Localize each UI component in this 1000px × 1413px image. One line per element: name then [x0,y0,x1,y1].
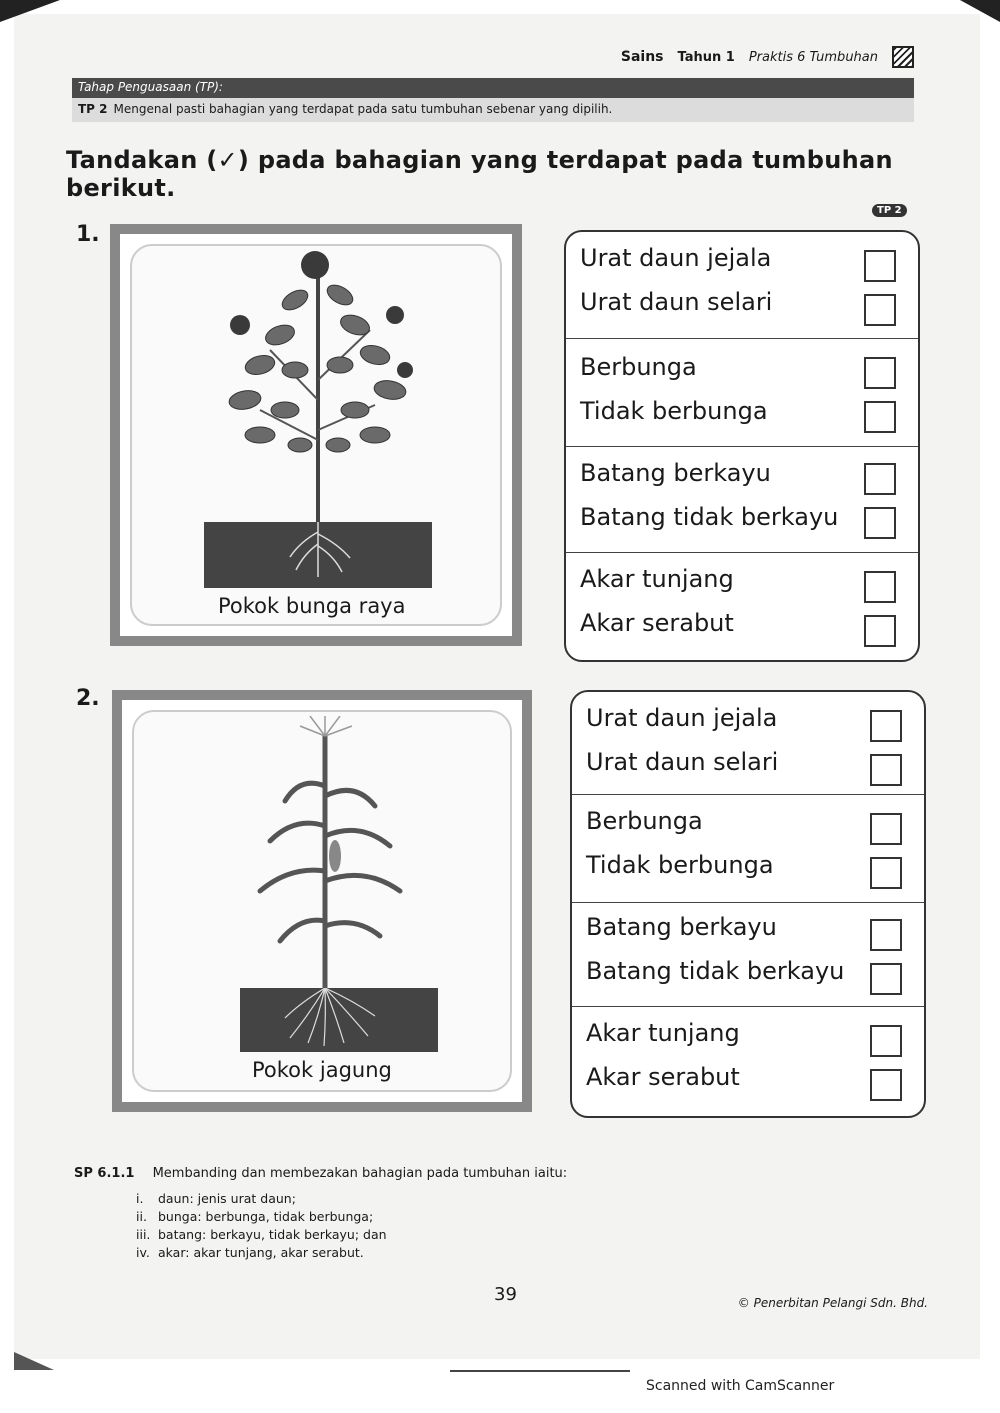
checkbox[interactable] [870,919,902,951]
taproot-illustration [280,522,360,582]
option-label: Akar serabut [580,609,734,637]
instruction-heading: Tandakan (✓) pada bahagian yang terdapat pada tumbuhan berikut. [66,146,893,202]
checkbox[interactable] [864,250,896,282]
checkbox[interactable] [870,1069,902,1101]
option-label: Urat daun jejala [580,244,772,272]
option-label: Berbunga [586,807,703,835]
checkbox[interactable] [870,710,902,742]
checkbox[interactable] [864,571,896,603]
option-label: Batang tidak berkayu [586,957,845,985]
page-edge-line [450,1370,630,1372]
option-label: Urat daun selari [586,748,779,776]
copyright-notice: © Penerbitan Pelangi Sdn. Bhd. [737,1296,928,1310]
mastery-level-text: Mengenal pasti bahagian yang terdapat pada satu tumbuhan sebenar yang dipilih. [113,102,613,116]
option-label: Akar tunjang [586,1019,740,1047]
option-group-leaf-veins [566,232,918,338]
option-label: Tidak berbunga [580,397,768,425]
question-number: 1. [76,222,100,247]
standard-text: Membanding dan membezakan bahagian pada tumbuhan iaitu: [152,1166,568,1181]
plant-name-label: Pokok jagung [252,1058,392,1082]
mastery-level-bar [72,78,914,122]
checkbox[interactable] [870,963,902,995]
options-panel [564,230,920,662]
mastery-level-code: TP 2 [78,102,108,116]
page-header [621,46,914,68]
year-label: Tahun 1 [677,49,735,65]
checkbox[interactable] [870,813,902,845]
option-group-stem [566,446,918,553]
option-label: Tidak berbunga [586,851,774,879]
list-item: iii. batang: berkayu, tidak berkayu; dan [136,1227,387,1242]
fibrous-root-illustration [280,988,380,1048]
option-group-roots [572,1006,924,1117]
checkbox[interactable] [870,754,902,786]
book-icon [892,46,914,68]
option-label: Batang tidak berkayu [580,503,839,531]
option-label: Batang berkayu [580,459,771,487]
checkbox[interactable] [864,615,896,647]
option-group-flowers [572,794,924,903]
standard-items-list [136,1190,387,1262]
page-number: 39 [494,1284,517,1305]
subject-label: Sains [620,49,664,65]
list-item: ii. bunga: berbunga, tidak berbunga; [136,1209,374,1224]
option-label: Akar serabut [586,1063,740,1091]
option-label: Batang berkayu [586,913,777,941]
option-group-roots [566,552,918,661]
standard-code: SP 6.1.1 [74,1166,135,1181]
practice-label: Praktis 6 Tumbuhan [748,49,878,65]
list-item: i. daun: jenis urat daun; [136,1191,296,1206]
checkbox[interactable] [870,857,902,889]
worksheet-page [14,14,980,1359]
checkbox[interactable] [864,294,896,326]
tp-badge: TP 2 [872,204,907,217]
options-panel [570,690,926,1118]
option-group-stem [572,902,924,1007]
option-group-flowers [566,338,918,447]
mastery-level-title: Tahap Penguasaan (TP): [78,80,223,94]
option-group-leaf-veins [572,692,924,794]
learning-standard [74,1166,567,1181]
corn-plant-illustration [240,716,410,996]
list-item: iv. akar: akar tunjang, akar serabut. [136,1245,364,1260]
option-label: Urat daun selari [580,288,773,316]
question-number: 2. [76,686,100,711]
scanner-watermark: Scanned with CamScanner [646,1378,835,1394]
option-label: Urat daun jejala [586,704,778,732]
hibiscus-plant-illustration [200,240,450,540]
option-label: Berbunga [580,353,697,381]
mastery-level-description [78,102,612,116]
option-label: Akar tunjang [580,565,734,593]
checkbox[interactable] [864,463,896,495]
checkbox[interactable] [864,507,896,539]
checkbox[interactable] [864,357,896,389]
plant-name-label: Pokok bunga raya [218,594,406,618]
checkbox[interactable] [870,1025,902,1057]
checkbox[interactable] [864,401,896,433]
